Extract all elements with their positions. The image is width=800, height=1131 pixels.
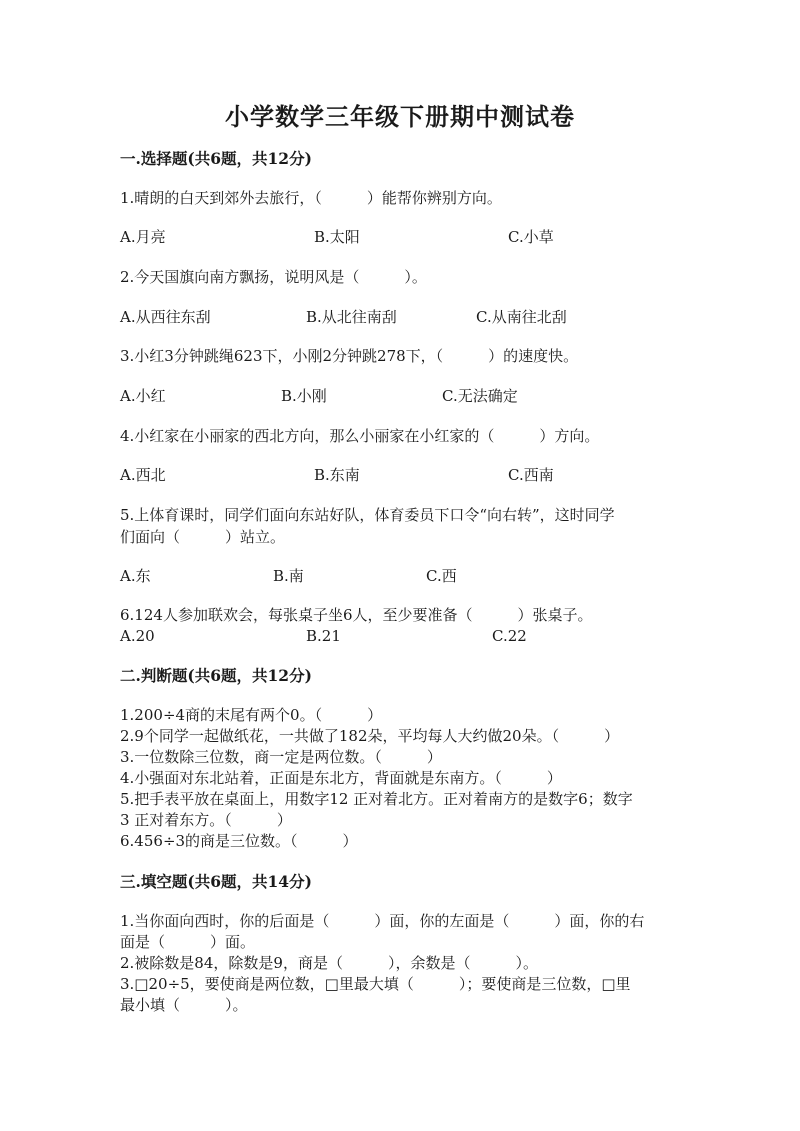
question-text: 2.今天国旗向南方飘扬，说明风是（ ）。 — [120, 268, 427, 286]
question-text: 3.小红3分钟跳绳623下，小刚2分钟跳278下，（ ）的速度快。 — [120, 347, 579, 365]
judgment-item: 5.把手表平放在桌面上，用数字12 正对着北方。正对着南方的是数字6；数字 — [120, 790, 633, 808]
option-c: C.西南 — [508, 466, 554, 484]
page-title: 小学数学三年级下册期中测试卷 — [225, 102, 575, 131]
option-c: C.22 — [492, 627, 527, 645]
option-a: A.东 — [120, 567, 151, 585]
judgment-item: 6.456÷3的商是三位数。（ ） — [120, 832, 358, 850]
option-c: C.从南往北刮 — [476, 308, 567, 326]
judgment-item: 3.一位数除三位数，商一定是两位数。（ ） — [120, 748, 442, 766]
option-a: A.20 — [120, 627, 155, 645]
question-text: 5.上体育课时，同学们面向东站好队，体育委员下口令“向右转”，这时同学 — [120, 506, 615, 524]
option-b: B.21 — [306, 627, 341, 645]
option-b: B.太阳 — [314, 228, 360, 246]
section-heading-fill-blank: 三.填空题(共6题，共14分) — [120, 872, 312, 891]
option-a: A.从西往东刮 — [120, 308, 211, 326]
judgment-item: 4.小强面对东北站着，正面是东北方，背面就是东南方。（ ） — [120, 769, 562, 787]
option-a: A.小红 — [120, 387, 166, 405]
option-b: B.从北往南刮 — [306, 308, 397, 326]
fill-blank-item: 1.当你面向西时，你的后面是（ ）面，你的左面是（ ）面，你的右 — [120, 912, 645, 930]
fill-blank-item-continued: 面是（ ）面。 — [120, 933, 256, 951]
option-c: C.小草 — [508, 228, 554, 246]
section-heading-judgment: 二.判断题(共6题，共12分) — [120, 666, 312, 685]
option-b: B.东南 — [314, 466, 360, 484]
option-a: A.西北 — [120, 466, 166, 484]
question-text-continued: 们面向（ ）站立。 — [120, 528, 286, 546]
fill-blank-item: 3.□20÷5，要使商是两位数，□里最大填（ ）；要使商是三位数，□里 — [120, 975, 631, 993]
judgment-item-continued: 3 正对着东方。（ ） — [120, 811, 292, 829]
question-text: 6.124人参加联欢会，每张桌子坐6人，至少要准备（ ）张桌子。 — [120, 606, 593, 624]
option-c: C.无法确定 — [442, 387, 518, 405]
fill-blank-item: 2.被除数是84，除数是9，商是（ ），余数是（ ）。 — [120, 954, 538, 972]
question-text: 1.晴朗的白天到郊外去旅行，（ ）能帮你辨别方向。 — [120, 189, 502, 207]
section-heading-choice: 一.选择题(共6题，共12分) — [120, 149, 312, 168]
option-c: C.西 — [426, 567, 457, 585]
option-a: A.月亮 — [120, 228, 166, 246]
judgment-item: 1.200÷4商的末尾有两个0。（ ） — [120, 706, 383, 724]
option-b: B.南 — [273, 567, 304, 585]
fill-blank-item-continued: 最小填（ ）。 — [120, 996, 248, 1014]
option-b: B.小刚 — [281, 387, 327, 405]
question-text: 4.小红家在小丽家的西北方向，那么小丽家在小红家的（ ）方向。 — [120, 427, 600, 445]
judgment-item: 2.9个同学一起做纸花，一共做了182朵，平均每人大约做20朵。（ ） — [120, 727, 620, 745]
